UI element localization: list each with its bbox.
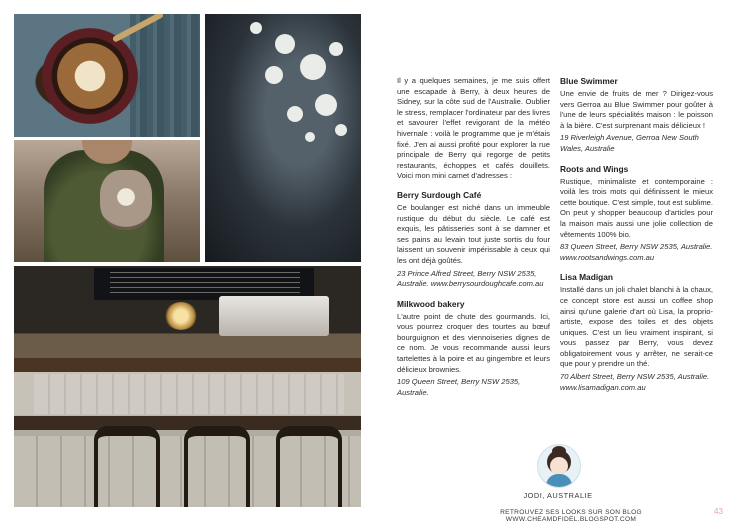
article-column-left (397, 76, 550, 407)
place-entry (560, 164, 713, 264)
avatar-body (546, 474, 572, 488)
bread-loaf (100, 170, 152, 230)
tiled-wall (34, 374, 344, 414)
place-entry (560, 272, 713, 393)
place-text: Une envie de fruits de mer ? Dirigez-vous vers Gerroa au Blue Swimmer pour goûter à l'une de leurs spécialités maison : le poisson à la bière. C'est surprenant mais délicieux ! (560, 89, 713, 130)
flower-bloom (305, 132, 315, 142)
place-text: Ce boulanger est niché dans un immeuble rustique du début du siècle. Le café est exquis, les pâtisseries sont à se damner et ses pains au levain tout juste sortis du four laissent un souvenir impérissable à ceux qui les ont déjà goûtés. (397, 202, 550, 265)
place-title: Milkwood bakery (397, 298, 465, 309)
pendant-lamp (164, 302, 198, 330)
flower-bloom (287, 106, 303, 122)
place-title: Lisa Madigan (560, 272, 614, 283)
author-avatar (537, 444, 581, 488)
place-entry (397, 190, 550, 290)
place-address: 83 Queen Street, Berry NSW 2535, Australie. www.rootsandwings.com.au (560, 242, 713, 262)
wood-surface (130, 14, 200, 137)
flower-bloom (335, 124, 347, 136)
place-text: Rustique, minimaliste et contemporaine : voilà les trois mots qui définissent le mieux cette boutique. C'est simple, tout est sublime. On peut y shopper beaucoup d'articles pour la maison mais aussi une jolie collection de vêtements 100% bio. (560, 176, 713, 239)
place-text: L'autre point de chute des gourmands. Ici, vous pourrez croquer des tourtes au bœuf bourguignon et des viennoiseries dignes de ce nom. Je vous recommande aussi leurs tartelettes à la poire et au gingembre et leurs délicieux brownies. (397, 311, 550, 374)
place-address: 70 Albert Street, Berry NSW 2535, Australie. www.lisamadigan.com.au (560, 372, 710, 392)
flower-bloom (275, 34, 295, 54)
place-text: Installé dans un joli chalet blanchi à la chaux, ce concept store est aussi un coffee shop ainsi qu'une galerie d'art où Lisa, la proprio-artiste, expose des toiles et des objets uniques. C'est un lieu vraiment inspirant, si vous passez par Berry, vous devez obligatoirement vous y arrêter, ne serait-ce que pour y prendre un thé. (560, 285, 713, 369)
avatar-face (550, 457, 568, 475)
child-bread-photo (14, 140, 200, 262)
place-title: Berry Surdough Café (397, 189, 482, 200)
place-entry (560, 76, 713, 155)
article-column-right (560, 76, 713, 402)
place-title: Roots and Wings (560, 163, 629, 174)
bar-stool (184, 426, 250, 507)
cafe-interior-photo (14, 266, 361, 507)
place-address: 23 Prince Alfred Street, Berry NSW 2535, Australie. www.berrysourdoughcafe.com.au (397, 268, 544, 289)
flowers-photo (205, 14, 361, 262)
bar-stool (94, 426, 160, 507)
intro-paragraph: Il y a quelques semaines, je me suis offert une escapade à Berry, à deux heures de Sidney, sur la côte sud de l'Australie. Oublier le stress, remplacer l'ordinateur par des livres et savourer l'effet revigorant de la météo hivernale : voilà le programme que je m'étais fixé. J'en ai aussi profité pour explorer la rue principale de Berry qui regorge de petits restaurants, échoppes et cafés douillets. Voici mon mini carnet d'adresses : (397, 76, 550, 181)
flower-bloom (265, 66, 283, 84)
coffee-cup (42, 28, 138, 124)
latte-art-photo (14, 14, 200, 137)
author-caption: JODI, AUSTRALIE (523, 491, 593, 500)
page-number: 43 (714, 507, 723, 516)
blog-footer: RETROUVEZ SES LOOKS SUR SON BLOG WWW.CHEAMDFIDEL.BLOGSPOT.COM (500, 509, 642, 523)
flower-bloom (250, 22, 262, 34)
flower-bloom (329, 42, 343, 56)
place-title: Blue Swimmer (560, 76, 618, 86)
place-entry (397, 299, 550, 399)
coffee-machine (219, 296, 329, 336)
flower-bloom (300, 54, 326, 80)
place-address: 109 Queen Street, Berry NSW 2535, Australie. (397, 377, 521, 397)
flower-bloom (315, 94, 337, 116)
place-address: 19 Riverleigh Avenue, Gerroa New South Wales, Australie (560, 133, 699, 153)
shelf (14, 358, 361, 372)
menu-board-text (110, 272, 300, 296)
bar-stool (276, 426, 342, 507)
